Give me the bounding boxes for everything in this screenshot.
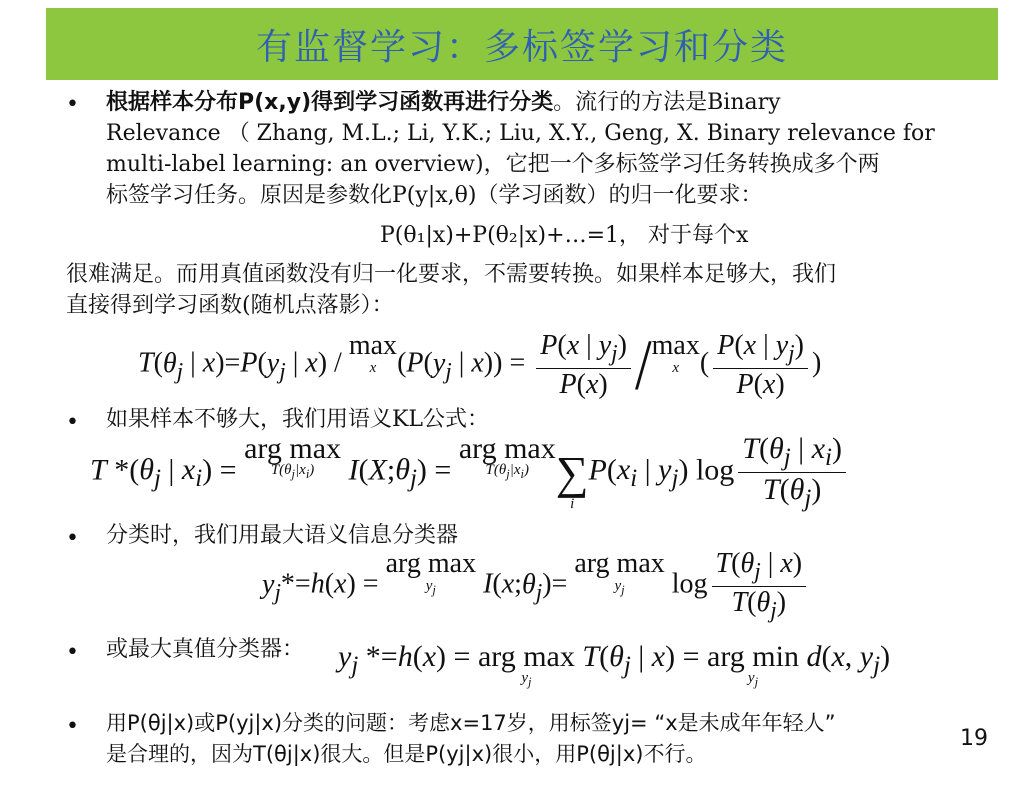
bullet-4-marker: • [66, 640, 79, 665]
title-bar [46, 8, 998, 80]
paragraph-5 [106, 708, 976, 770]
bullet-3-marker: • [66, 526, 79, 551]
paragraph-5-line-2: 是合理的，因为T(θj|x)很大。但是P(yj|x)很小，用P(θj|x)不行。 [106, 742, 707, 766]
normalization-formula: P(θ₁|x)+P(θ₂|x)+…=1， 对于每个x [380, 223, 749, 248]
paragraph-5-line-1: 用P(θj|x)或P(yj|x)分类的问题：考虑x=17岁，用标签yj= “x是未成年年轻人” [106, 711, 836, 735]
bullet-2-text: 如果样本不够大，我们用语义KL公式： [106, 407, 490, 432]
paragraph-1-line-3: multi-label learning: an overview)，它把一个多标签学习任务转换成多个两 [106, 152, 880, 177]
page-number: 19 [960, 726, 988, 751]
formula-semantic-kl: T $*(\theta_j$ | $x_i$) = arg max $T(\theta_j|x_i)$ $I(X;\theta_j)$ = arg max $T(\theta_j|x_i)$ ∑ i $P(x_i$ | $y_j$) log $\frac{T(\theta_j | x_i)}{T(\theta_j)}$ [90, 432, 850, 513]
paragraph-1-bold-lead: 根据样本分布P(x,y)得到学习函数再进行分类 [106, 90, 554, 115]
formula-semantic-info-classifier: $y_j*=h(x)$ = arg max $y_j$ $I(x;\theta_j)=$ arg max $y_j$ log $\frac{T(\theta_j | x)}{T(\theta_j)}$ [262, 548, 810, 624]
bullet-5-marker: • [66, 714, 79, 739]
paragraph-2-line-1: 很难满足。而用真值函数没有归一化要求，不需要转换。如果样本足够大，我们 [66, 262, 837, 287]
bullet-2-marker: • [66, 410, 79, 435]
paragraph-2-line-2: 直接得到学习函数(随机点落影）： [66, 293, 394, 318]
formula-max-truth-classifier: $y_j$ *=h(x) = arg max $y_j$ $T(\theta_j$ | x) = arg min $y_j$ d(x, $y_j$) [338, 640, 891, 689]
bullet-4-text: 或最大真值分类器： [106, 637, 305, 662]
bullet-3-text: 分类时，我们用最大语义信息分类器 [106, 523, 459, 548]
slide-title: 有监督学习：多标签学习和分类 [255, 26, 788, 68]
paragraph-2 [66, 259, 996, 321]
bullet-1-marker: • [66, 92, 79, 117]
paragraph-1-line-1: 。流行的方法是Binary [553, 90, 781, 115]
paragraph-1 [106, 87, 996, 211]
paragraph-1-line-2: Relevance （ Zhang, M.L.; Li, Y.K.; Liu, X.Y., Geng, X. Binary relevance for [106, 121, 935, 146]
formula-truth-function: $T(\theta_j$ | $x)=P(y_j$ | x) / max x ($P(y_j$ | x)) = $\frac{P(x | y_j)}{P(x)}$ /max x ( $\frac{P(x | y_j)}{P(x)}$ ) [138, 325, 822, 405]
paragraph-1-line-4: 标签学习任务。原因是参数化P(y|x,θ)（学习函数）的归一化要求： [106, 183, 763, 208]
